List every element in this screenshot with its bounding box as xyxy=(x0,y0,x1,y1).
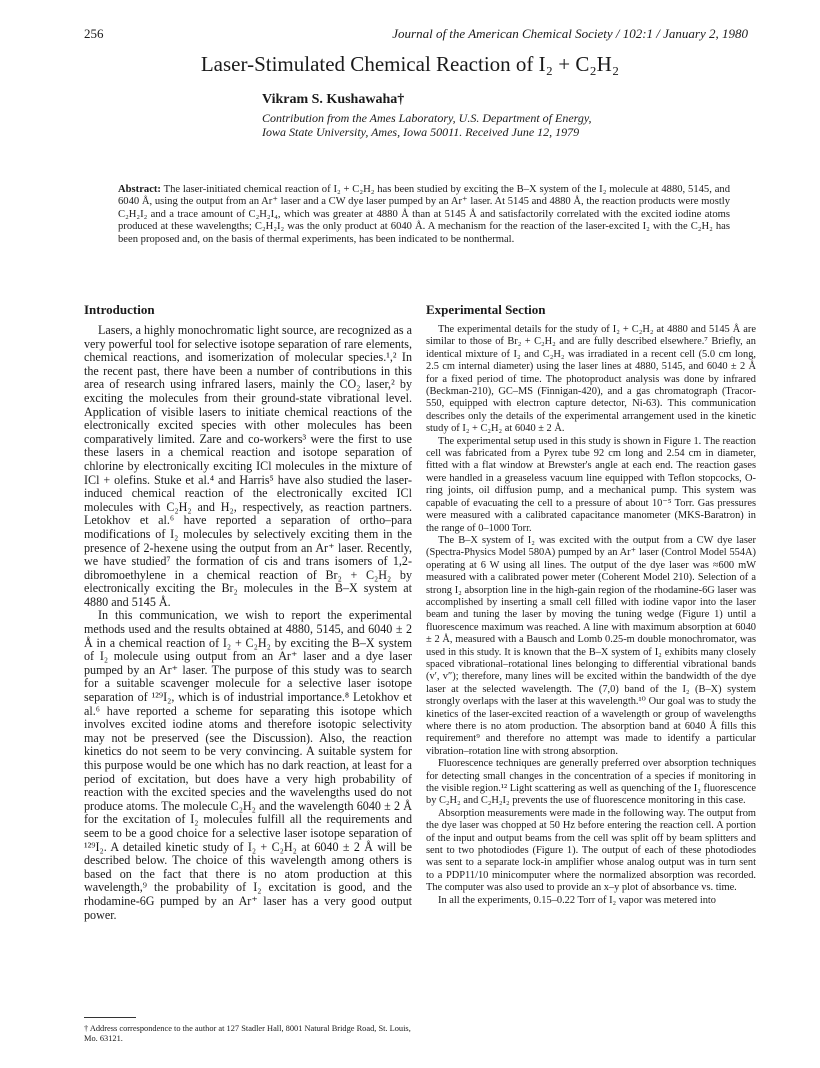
article-title: Laser-Stimulated Chemical Reaction of I₂ + C₂H₂ xyxy=(200,52,620,76)
experimental-heading: Experimental Section xyxy=(426,302,546,317)
experimental-paragraph: The B–X system of I₂ was excited with the output from a CW dye laser (Spectra-Physics Model 580A) pumped by an Ar⁺ laser (Control Model 554A) operating at 6 W using all lines. The output of the dye laser was ≈600 mW measured with a calibrated power meter (Coherent Model 210). Selection of a strong I₂ absorption line in the high-gain region of the rhodamine-6G laser was accomplished by inserting a small cell filled with iodine vapor into the laser beam and tuning the laser by moving the tuning wedge (Figure 1) until a fluorescence maximum was reached. A line with maximum absorption at 6040 ± 2 Å, measured with a Bausch and Lomb 0.25-m double monochromator, was used in this study. It is known that the B–X system of I₂ exhibits many closely spaced vibrational–rotational lines belonging to differential vibrational bands (v′, v″); therefore, many lines will be excited within the bandwidth of the dye laser at the selected wavelength. The (7,0) band of the I₂ (B–X) system strongly overlaps with the laser at this wavelength.¹⁰ Our goal was to study the kinetics of the laser-excited reaction of a wavelength or group of wavelengths where there is no atom production. The absorption band at 6040 Å fills this requirement⁹ and therefore no attempt was made to identify a particular vibration–rotation line with strong absorption. xyxy=(426,534,756,757)
abstract-text: The laser-initiated chemical reaction of I₂ + C₂H₂ has been studied by exciting the B–X system of the I₂ molecule at 4880, 5145, and 6040 Å, using the output from an Ar⁺ laser and a CW dye laser pumped by an Ar⁺ laser. At 5145 and 4880 Å, the reaction products were mostly C₂H₂I₂ and a trace amount of C₂H₂I₄, which was greater at 4880 Å than at 5145 Å and satisfactorily correlated with the excited iodine atoms produced at these wavelengths; C₂H₂I₂ was the only product at 6040 Å. A mechanism for the reaction of the laser-excited I₂ with the C₂H₂ has been proposed and, on the basis of thermal experiments, has been indicated to be nonthermal. xyxy=(118,184,730,245)
introduction-paragraph: In this communication, we wish to report the experimental methods used and the results obtained at 4880, 5145, and 6040 ± 2 Å in a chemical reaction of I₂ + C₂H₂ by exciting the B–X system of I₂ molecule using output from an Ar⁺ laser and a dye laser pumped by an Ar⁺ laser. The purpose of this study was to search for a suitable scavenger molecule for a selective laser isotope separation of ¹²⁹I₂, which is of industrial importance.⁸ Letokhov et al.⁶ have reported a scheme for separating this isotope which involves excited iodine atoms and therefore isotopic selectivity may not be preserved (see the Discussion). Also, the reaction kinetics do not seem to be very convincing. A suitable system for this purpose would be one which has no dark reaction, at least for a period of excitation, but does have a very high probability of reaction with the excited species and the wavelengths used do not produce atoms. The molecule C₂H₂ and the wavelength 6040 ± 2 Å for the excitation of I₂ molecules fulfill all the requirements and seem to be a good choice for a selective laser isotope separation of ¹²⁹I₂. A detailed kinetic study of I₂ + C₂H₂ at 6040 ± 2 Å will be described below. The choice of this wavelength among others is based on the fact that there is no atom production at this wavelength,⁹ the probability of I₂ excitation is good, and the rhodamine-6G pumped by an Ar⁺ laser has a very good output power. xyxy=(84,608,412,922)
footnote: † Address correspondence to the author at 127 Stadler Hall, 8001 Natural Bridge Road, St. Louis, Mo. 63121. xyxy=(84,1024,411,1043)
experimental-paragraph: The experimental details for the study of I₂ + C₂H₂ at 4880 and 5145 Å are similar to those of Br₂ + C₂H₂ and are fully described elsewhere.⁷ Briefly, an identical mixture of I₂ and C₂H₂ was irradiated in a recent cell (5.0 cm long, 2.5 cm internal diameter) using the laser lines at 4880, 5145, and 6040 ± 2 Å for a fixed period of time. The photoproduct analysis was done by infrared (Beckman-210), GC–MS (Finnigan-420), and a gas chromatograph (Tracor-550, equipped with electron capture detector, Ni-63). This communication describes only the details of the experimental arrangement used in the kinetic study of I₂ + C₂H₂ at 6040 ± 2 Å. xyxy=(426,324,756,435)
author-name: Vikram S. Kushawaha† xyxy=(262,92,405,107)
footnote-rule xyxy=(84,1017,136,1018)
experimental-paragraph: Absorption measurements were made in the following way. The output from the dye laser was chopped at 50 Hz before entering the reaction cell. A portion of the input and output beams from the cell was split off by beam splitters and sent to two photodiodes (Figure 1). The output of each of these photodiodes was sent to a separate lock-in amplifier whose analog output was in turn sent to a PDP11/10 minicomputer where the normalized absorption was recorded. The computer was also used to provide an x–y plot of absorbance vs. time. xyxy=(426,807,756,894)
abstract-label: Abstract: xyxy=(118,184,161,195)
experimental-paragraph: In all the experiments, 0.15–0.22 Torr of I₂ vapor was metered into xyxy=(438,894,716,906)
introduction-paragraph: Lasers, a highly monochromatic light source, are recognized as a very powerful tool for selective isotope separation of rare elements, chemical reactions, and isomerization of molecular species.¹,² In the recent past, there have been a number of contributions in this area of research using infrared lasers, mainly the CO₂ laser,² by exciting the molecules from their ground-state vibrational level. Application of visible lasers to initiate chemical reactions of the electronically excited species with other molecules has been comparatively limited. Zare and co-workers³ were the first to use these lasers in a chemical reaction and isotope separation of chlorine by electronically exciting ICl molecules in the mixture of ICl + olefins. Stuke et al.⁴ and Harris⁵ have also studied the laser-induced chemical reaction of the electronically excited ICl molecules with C₂H₂ and H₂, respectively, as reaction partners. Letokhov et al.⁶ have reported a separation of ortho–para modifications of I₂ molecules by selectively exciting them in the presence of 2-hexene using the output from an Ar⁺ laser. Recently, we have studied⁷ the formation of cis and trans isomers of 1,2-dibromoethylene in a chemical reaction of Br₂ + C₂H₂ by electronically exciting the Br₂ molecules in the B–X system at 4880 and 5145 Å. xyxy=(84,323,412,609)
abstract xyxy=(118,184,730,246)
experimental-column xyxy=(426,302,756,907)
affiliation xyxy=(262,112,702,139)
affiliation-line-1: Contribution from the Ames Laboratory, U.S. Department of Energy, xyxy=(262,111,592,125)
experimental-paragraph: The experimental setup used in this study is shown in Figure 1. The reaction cell was fabricated from a Pyrex tube 92 cm long and 2.54 cm in diameter, fitted with a flat window at Brewster's angle at each end. The reaction gases were handled in a greaseless vacuum line equipped with Teflon stopcocks, O-ring joints, oil diffusion pump, and a mechanical pump. This system was capable of evacuating the cell to a pressure of about 10⁻⁵ Torr. Gas pressures were measured with a calibrated capacitance manometer (MKS-Baratron) in the range of 0–1000 Torr. xyxy=(426,435,756,534)
running-head: Journal of the American Chemical Society / 102:1 / January 2, 1980 xyxy=(392,26,748,41)
affiliation-line-2: Iowa State University, Ames, Iowa 50011. Received June 12, 1979 xyxy=(262,124,580,139)
page-number: 256 xyxy=(84,26,104,41)
introduction-heading: Introduction xyxy=(84,302,155,317)
introduction-column xyxy=(84,302,412,922)
experimental-paragraph: Fluorescence techniques are generally preferred over absorption techniques for detecting small changes in the concentration of a species if monitoring in the visible region.¹² Light scattering as well as quenching of the I₂ fluorescence by C₂H₂ and C₂H₂I₂ prevents the use of fluorescence monitoring in this case. xyxy=(426,758,756,807)
